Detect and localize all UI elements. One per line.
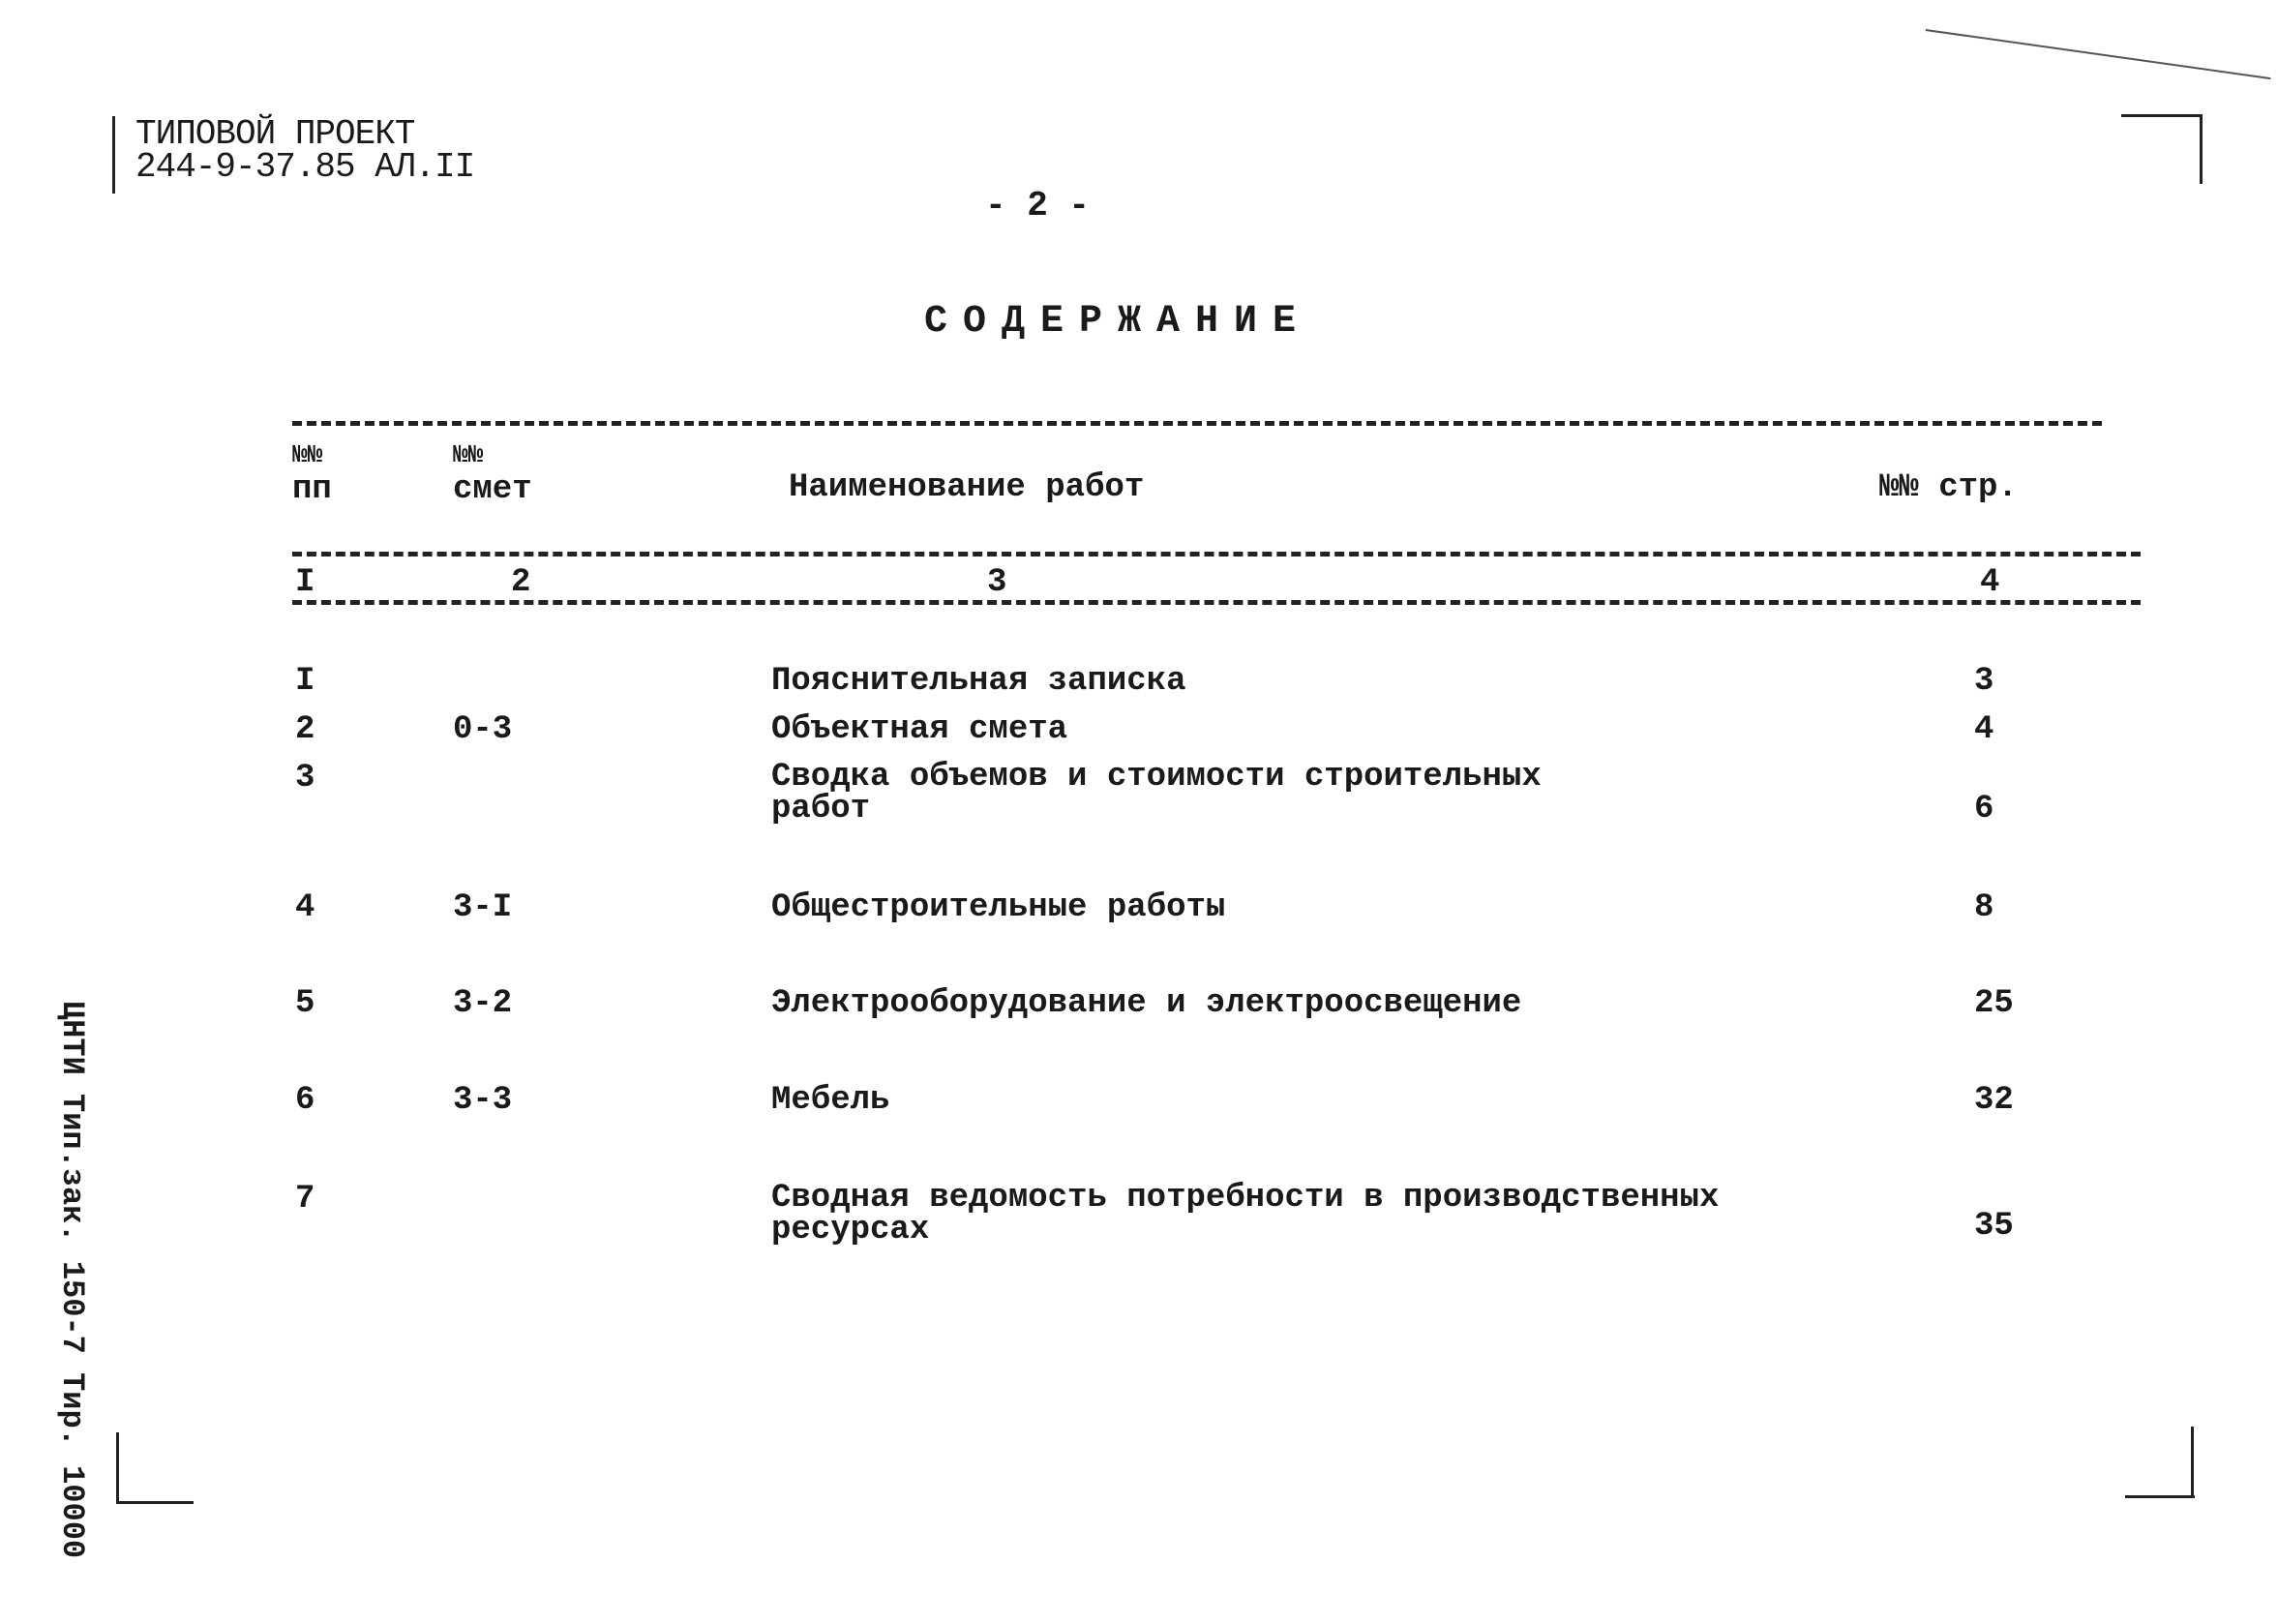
header-no-top: №№ — [292, 440, 323, 469]
row-name: Общестроительные работы — [771, 889, 1226, 926]
row-page: 3 — [1974, 663, 1994, 700]
row-number: 4 — [295, 889, 315, 926]
row-page: 6 — [1974, 791, 1994, 827]
column-number-3: 3 — [987, 564, 1007, 601]
page-number: - 2 - — [985, 186, 1091, 226]
row-page: 8 — [1974, 889, 1994, 926]
crop-mark-top-left — [112, 116, 115, 194]
header-no-bottom: пп — [292, 471, 332, 508]
header-no — [292, 437, 332, 507]
header-name: Наименование работ — [789, 469, 1145, 506]
stamp-line-1: ТИПОВОЙ ПРОЕКТ — [135, 114, 415, 154]
corner-scribble-line — [1926, 29, 2271, 79]
row-name: Сводка объемов и стоимости строительных работ — [771, 759, 1542, 827]
column-number-2: 2 — [511, 564, 531, 601]
crop-mark-bottom-right-v — [2191, 1427, 2194, 1498]
row-estimate: 3-3 — [453, 1082, 513, 1119]
crop-mark-bottom-left-h — [116, 1501, 194, 1504]
row-number: 5 — [295, 985, 315, 1022]
table-top-rule — [292, 421, 2102, 426]
row-page: 35 — [1974, 1208, 2014, 1245]
row-name: Объектная смета — [771, 711, 1068, 748]
crop-mark-top-right-v — [2200, 114, 2203, 184]
header-estimate-bottom: смет — [453, 471, 532, 508]
header-estimate — [453, 437, 532, 507]
table-header-rule — [292, 552, 2141, 556]
row-page: 25 — [1974, 985, 2014, 1022]
row-number: 2 — [295, 711, 315, 748]
row-name: Сводная ведомость потребности в производственных ресурсах — [771, 1180, 1720, 1248]
row-number: 7 — [295, 1181, 315, 1218]
crop-mark-bottom-left-v — [116, 1432, 119, 1504]
header-page: №№ стр. — [1879, 469, 2018, 506]
column-number-1: I — [295, 564, 315, 601]
row-page: 32 — [1974, 1082, 2014, 1119]
row-name: Пояснительная записка — [771, 663, 1186, 700]
row-estimate: 3-I — [453, 889, 513, 926]
row-number: 6 — [295, 1082, 315, 1119]
crop-mark-bottom-right-h — [2125, 1495, 2195, 1498]
row-page: 4 — [1974, 711, 1994, 748]
project-stamp — [135, 114, 475, 187]
row-estimate: 3-2 — [453, 985, 513, 1022]
stamp-line-2: 244-9-37.85 АЛ.II — [135, 147, 475, 187]
column-number-4: 4 — [1980, 564, 2000, 601]
row-number: I — [295, 663, 315, 700]
row-name: Электрооборудование и электроосвещение — [771, 985, 1522, 1022]
row-name: Мебель — [771, 1082, 890, 1119]
header-estimate-top: №№ — [453, 440, 484, 469]
row-number: 3 — [295, 760, 315, 797]
column-numbers-rule — [292, 600, 2141, 605]
side-imprint: ЦНТИ Тип.зак. 150-7 Тир. 10000 — [54, 1001, 90, 1559]
crop-mark-top-right-h — [2121, 114, 2203, 117]
page-title: СОДЕРЖАНИЕ — [924, 300, 1312, 344]
row-estimate: 0-3 — [453, 711, 513, 748]
